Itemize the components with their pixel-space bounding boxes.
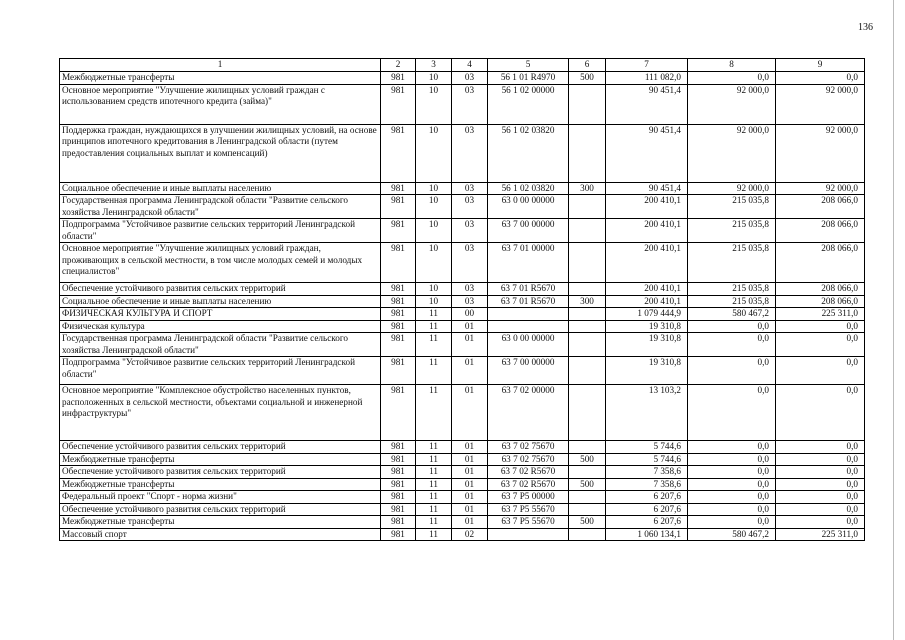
amount-year3-cell: 0,0 [776, 441, 865, 454]
admin-code-cell: 981 [381, 72, 416, 85]
amount-year1-cell: 200 410,1 [606, 243, 688, 283]
section-cell: 11 [416, 453, 452, 466]
amount-year2-cell: 0,0 [688, 503, 776, 516]
row-name-cell: Подпрограмма "Устойчивое развитие сельских территорий Ленинградской области" [60, 219, 381, 243]
table-row [60, 84, 865, 124]
target-article-cell: 63 7 01 00000 [488, 243, 569, 283]
target-article-cell: 63 7 00 00000 [488, 357, 569, 385]
target-article-cell [488, 308, 569, 321]
expense-type-cell [569, 84, 606, 124]
amount-year2-cell: 0,0 [688, 320, 776, 333]
section-cell: 11 [416, 478, 452, 491]
amount-year1-cell: 7 358,6 [606, 466, 688, 479]
row-name-cell: Обеспечение устойчивого развития сельских территорий [60, 466, 381, 479]
amount-year3-cell: 0,0 [776, 516, 865, 529]
table-row [60, 195, 865, 219]
expense-type-cell [569, 357, 606, 385]
section-cell: 11 [416, 320, 452, 333]
table-row [60, 516, 865, 529]
amount-year1-cell: 200 410,1 [606, 195, 688, 219]
expense-type-cell [569, 320, 606, 333]
section-cell: 11 [416, 357, 452, 385]
subsection-cell: 03 [452, 295, 488, 308]
section-cell: 10 [416, 195, 452, 219]
amount-year2-cell: 0,0 [688, 466, 776, 479]
amount-year1-cell: 6 207,6 [606, 516, 688, 529]
header-cell: 8 [688, 59, 776, 72]
row-name-cell: Федеральный проект "Спорт - норма жизни" [60, 491, 381, 504]
subsection-cell: 03 [452, 283, 488, 296]
amount-year2-cell: 0,0 [688, 72, 776, 85]
admin-code-cell: 981 [381, 516, 416, 529]
amount-year2-cell: 215 035,8 [688, 195, 776, 219]
subsection-cell: 01 [452, 357, 488, 385]
subsection-cell: 01 [452, 320, 488, 333]
amount-year1-cell: 19 310,8 [606, 333, 688, 357]
header-cell: 1 [60, 59, 381, 72]
table-row [60, 357, 865, 385]
target-article-cell [488, 528, 569, 541]
target-article-cell: 63 7 02 R5670 [488, 466, 569, 479]
budget-table [59, 58, 865, 541]
admin-code-cell: 981 [381, 219, 416, 243]
header-cell: 7 [606, 59, 688, 72]
amount-year1-cell: 19 310,8 [606, 320, 688, 333]
expense-type-cell [569, 195, 606, 219]
amount-year3-cell: 0,0 [776, 385, 865, 441]
section-cell: 11 [416, 441, 452, 454]
admin-code-cell: 981 [381, 124, 416, 182]
amount-year3-cell: 92 000,0 [776, 84, 865, 124]
table-row [60, 333, 865, 357]
subsection-cell: 01 [452, 333, 488, 357]
target-article-cell: 63 7 00 00000 [488, 219, 569, 243]
table-row [60, 243, 865, 283]
expense-type-cell [569, 283, 606, 296]
amount-year2-cell: 0,0 [688, 516, 776, 529]
amount-year3-cell: 208 066,0 [776, 243, 865, 283]
section-cell: 10 [416, 283, 452, 296]
subsection-cell: 01 [452, 453, 488, 466]
target-article-cell: 56 1 01 R4970 [488, 72, 569, 85]
row-name-cell: Обеспечение устойчивого развития сельских территорий [60, 503, 381, 516]
admin-code-cell: 981 [381, 283, 416, 296]
row-name-cell: Физическая культура [60, 320, 381, 333]
expense-type-cell [569, 219, 606, 243]
admin-code-cell: 981 [381, 453, 416, 466]
target-article-cell: 63 7 02 75670 [488, 441, 569, 454]
subsection-cell: 01 [452, 441, 488, 454]
subsection-cell: 03 [452, 243, 488, 283]
expense-type-cell [569, 466, 606, 479]
target-article-cell: 63 7 02 00000 [488, 385, 569, 441]
admin-code-cell: 981 [381, 357, 416, 385]
target-article-cell: 63 7 P5 55670 [488, 516, 569, 529]
header-cell: 3 [416, 59, 452, 72]
admin-code-cell: 981 [381, 84, 416, 124]
amount-year1-cell: 6 207,6 [606, 491, 688, 504]
amount-year1-cell: 7 358,6 [606, 478, 688, 491]
row-name-cell: ФИЗИЧЕСКАЯ КУЛЬТУРА И СПОРТ [60, 308, 381, 321]
header-cell: 4 [452, 59, 488, 72]
amount-year1-cell: 90 451,4 [606, 84, 688, 124]
section-cell: 11 [416, 333, 452, 357]
amount-year1-cell: 90 451,4 [606, 182, 688, 195]
row-name-cell: Поддержка граждан, нуждающихся в улучшении жилищных условий, на основе принципов ипотечного кредитования в Ленинградской области (путем предоставления социальных выплат и компенсаций) [60, 124, 381, 182]
table-row [60, 219, 865, 243]
target-article-cell [488, 320, 569, 333]
table-row [60, 308, 865, 321]
amount-year3-cell: 0,0 [776, 503, 865, 516]
amount-year2-cell: 0,0 [688, 441, 776, 454]
amount-year2-cell: 92 000,0 [688, 84, 776, 124]
section-cell: 11 [416, 516, 452, 529]
subsection-cell: 01 [452, 478, 488, 491]
table-row [60, 441, 865, 454]
amount-year2-cell: 92 000,0 [688, 124, 776, 182]
expense-type-cell [569, 124, 606, 182]
amount-year2-cell: 0,0 [688, 478, 776, 491]
amount-year3-cell: 208 066,0 [776, 295, 865, 308]
target-article-cell: 56 1 02 03820 [488, 124, 569, 182]
target-article-cell: 63 7 02 R5670 [488, 478, 569, 491]
amount-year2-cell: 0,0 [688, 333, 776, 357]
amount-year3-cell: 92 000,0 [776, 182, 865, 195]
amount-year1-cell: 200 410,1 [606, 283, 688, 296]
amount-year3-cell: 0,0 [776, 333, 865, 357]
target-article-cell: 63 7 01 R5670 [488, 295, 569, 308]
subsection-cell: 01 [452, 516, 488, 529]
admin-code-cell: 981 [381, 491, 416, 504]
expense-type-cell [569, 333, 606, 357]
admin-code-cell: 981 [381, 320, 416, 333]
amount-year1-cell: 6 207,6 [606, 503, 688, 516]
section-cell: 10 [416, 124, 452, 182]
row-name-cell: Массовый спорт [60, 528, 381, 541]
amount-year1-cell: 5 744,6 [606, 453, 688, 466]
subsection-cell: 01 [452, 491, 488, 504]
target-article-cell: 63 7 02 75670 [488, 453, 569, 466]
section-cell: 10 [416, 295, 452, 308]
table-row [60, 466, 865, 479]
row-name-cell: Обеспечение устойчивого развития сельских территорий [60, 441, 381, 454]
amount-year2-cell: 92 000,0 [688, 182, 776, 195]
amount-year3-cell: 225 311,0 [776, 528, 865, 541]
amount-year1-cell: 111 082,0 [606, 72, 688, 85]
amount-year2-cell: 215 035,8 [688, 295, 776, 308]
admin-code-cell: 981 [381, 503, 416, 516]
subsection-cell: 03 [452, 182, 488, 195]
table-row [60, 478, 865, 491]
expense-type-cell [569, 385, 606, 441]
amount-year1-cell: 200 410,1 [606, 295, 688, 308]
admin-code-cell: 981 [381, 385, 416, 441]
amount-year3-cell: 0,0 [776, 72, 865, 85]
amount-year3-cell: 0,0 [776, 478, 865, 491]
expense-type-cell [569, 491, 606, 504]
amount-year2-cell: 215 035,8 [688, 283, 776, 296]
subsection-cell: 00 [452, 308, 488, 321]
header-row [60, 59, 865, 72]
row-name-cell: Государственная программа Ленинградской области "Развитие сельского хозяйства Ленинградской области" [60, 333, 381, 357]
amount-year1-cell: 5 744,6 [606, 441, 688, 454]
target-article-cell: 63 0 00 00000 [488, 195, 569, 219]
expense-type-cell: 300 [569, 295, 606, 308]
amount-year3-cell: 0,0 [776, 491, 865, 504]
subsection-cell: 03 [452, 219, 488, 243]
subsection-cell: 03 [452, 84, 488, 124]
amount-year3-cell: 0,0 [776, 357, 865, 385]
page-edge-line [893, 0, 894, 640]
amount-year2-cell: 580 467,2 [688, 308, 776, 321]
expense-type-cell [569, 243, 606, 283]
table-row [60, 491, 865, 504]
section-cell: 10 [416, 182, 452, 195]
admin-code-cell: 981 [381, 182, 416, 195]
admin-code-cell: 981 [381, 243, 416, 283]
subsection-cell: 02 [452, 528, 488, 541]
amount-year3-cell: 0,0 [776, 466, 865, 479]
amount-year1-cell: 1 079 444,9 [606, 308, 688, 321]
amount-year2-cell: 215 035,8 [688, 219, 776, 243]
amount-year3-cell: 0,0 [776, 453, 865, 466]
amount-year3-cell: 92 000,0 [776, 124, 865, 182]
row-name-cell: Подпрограмма "Устойчивое развитие сельских территорий Ленинградской области" [60, 357, 381, 385]
page-number: 136 [858, 22, 873, 33]
amount-year2-cell: 0,0 [688, 491, 776, 504]
row-name-cell: Социальное обеспечение и иные выплаты населению [60, 295, 381, 308]
table-row [60, 295, 865, 308]
subsection-cell: 03 [452, 195, 488, 219]
subsection-cell: 01 [452, 503, 488, 516]
amount-year1-cell: 1 060 134,1 [606, 528, 688, 541]
row-name-cell: Межбюджетные трансферты [60, 72, 381, 85]
table-row [60, 528, 865, 541]
section-cell: 11 [416, 503, 452, 516]
amount-year1-cell: 200 410,1 [606, 219, 688, 243]
section-cell: 11 [416, 385, 452, 441]
target-article-cell: 56 1 02 00000 [488, 84, 569, 124]
target-article-cell: 63 7 P5 55670 [488, 503, 569, 516]
table-row [60, 182, 865, 195]
section-cell: 11 [416, 466, 452, 479]
amount-year3-cell: 208 066,0 [776, 283, 865, 296]
amount-year3-cell: 225 311,0 [776, 308, 865, 321]
expense-type-cell: 500 [569, 478, 606, 491]
table-row [60, 453, 865, 466]
table-row [60, 283, 865, 296]
admin-code-cell: 981 [381, 466, 416, 479]
admin-code-cell: 981 [381, 441, 416, 454]
amount-year2-cell: 215 035,8 [688, 243, 776, 283]
section-cell: 11 [416, 308, 452, 321]
section-cell: 10 [416, 219, 452, 243]
subsection-cell: 03 [452, 124, 488, 182]
admin-code-cell: 981 [381, 308, 416, 321]
row-name-cell: Основное мероприятие "Улучшение жилищных условий граждан с использованием средств ипотечного кредита (займа)" [60, 84, 381, 124]
table-row [60, 385, 865, 441]
subsection-cell: 03 [452, 72, 488, 85]
section-cell: 10 [416, 72, 452, 85]
expense-type-cell [569, 528, 606, 541]
admin-code-cell: 981 [381, 295, 416, 308]
header-cell: 2 [381, 59, 416, 72]
header-cell: 9 [776, 59, 865, 72]
row-name-cell: Межбюджетные трансферты [60, 516, 381, 529]
amount-year2-cell: 0,0 [688, 453, 776, 466]
expense-type-cell: 500 [569, 72, 606, 85]
row-name-cell: Социальное обеспечение и иные выплаты населению [60, 182, 381, 195]
target-article-cell: 63 7 01 R5670 [488, 283, 569, 296]
header-cell: 6 [569, 59, 606, 72]
table-row [60, 320, 865, 333]
expense-type-cell [569, 441, 606, 454]
target-article-cell: 56 1 02 03820 [488, 182, 569, 195]
amount-year3-cell: 0,0 [776, 320, 865, 333]
subsection-cell: 01 [452, 385, 488, 441]
admin-code-cell: 981 [381, 195, 416, 219]
table-row [60, 72, 865, 85]
target-article-cell: 63 7 P5 00000 [488, 491, 569, 504]
row-name-cell: Государственная программа Ленинградской области "Развитие сельского хозяйства Ленинградской области" [60, 195, 381, 219]
admin-code-cell: 981 [381, 333, 416, 357]
section-cell: 10 [416, 243, 452, 283]
amount-year1-cell: 13 103,2 [606, 385, 688, 441]
table-row [60, 124, 865, 182]
section-cell: 11 [416, 491, 452, 504]
expense-type-cell [569, 308, 606, 321]
section-cell: 11 [416, 528, 452, 541]
admin-code-cell: 981 [381, 528, 416, 541]
table-row [60, 503, 865, 516]
expense-type-cell: 500 [569, 516, 606, 529]
admin-code-cell: 981 [381, 478, 416, 491]
target-article-cell: 63 0 00 00000 [488, 333, 569, 357]
expense-type-cell: 300 [569, 182, 606, 195]
row-name-cell: Основное мероприятие "Комплексное обустройство населенных пунктов, расположенных в сельской местности, объектами социальной и инженерной инфраструктуры" [60, 385, 381, 441]
expense-type-cell: 500 [569, 453, 606, 466]
header-cell: 5 [488, 59, 569, 72]
expense-type-cell [569, 503, 606, 516]
row-name-cell: Межбюджетные трансферты [60, 478, 381, 491]
row-name-cell: Основное мероприятие "Улучшение жилищных условий граждан, проживающих в сельской местности, в том числе молодых семей и молодых специалистов" [60, 243, 381, 283]
amount-year2-cell: 580 467,2 [688, 528, 776, 541]
section-cell: 10 [416, 84, 452, 124]
subsection-cell: 01 [452, 466, 488, 479]
row-name-cell: Обеспечение устойчивого развития сельских территорий [60, 283, 381, 296]
amount-year1-cell: 19 310,8 [606, 357, 688, 385]
amount-year2-cell: 0,0 [688, 385, 776, 441]
amount-year1-cell: 90 451,4 [606, 124, 688, 182]
amount-year3-cell: 208 066,0 [776, 219, 865, 243]
amount-year2-cell: 0,0 [688, 357, 776, 385]
row-name-cell: Межбюджетные трансферты [60, 453, 381, 466]
amount-year3-cell: 208 066,0 [776, 195, 865, 219]
